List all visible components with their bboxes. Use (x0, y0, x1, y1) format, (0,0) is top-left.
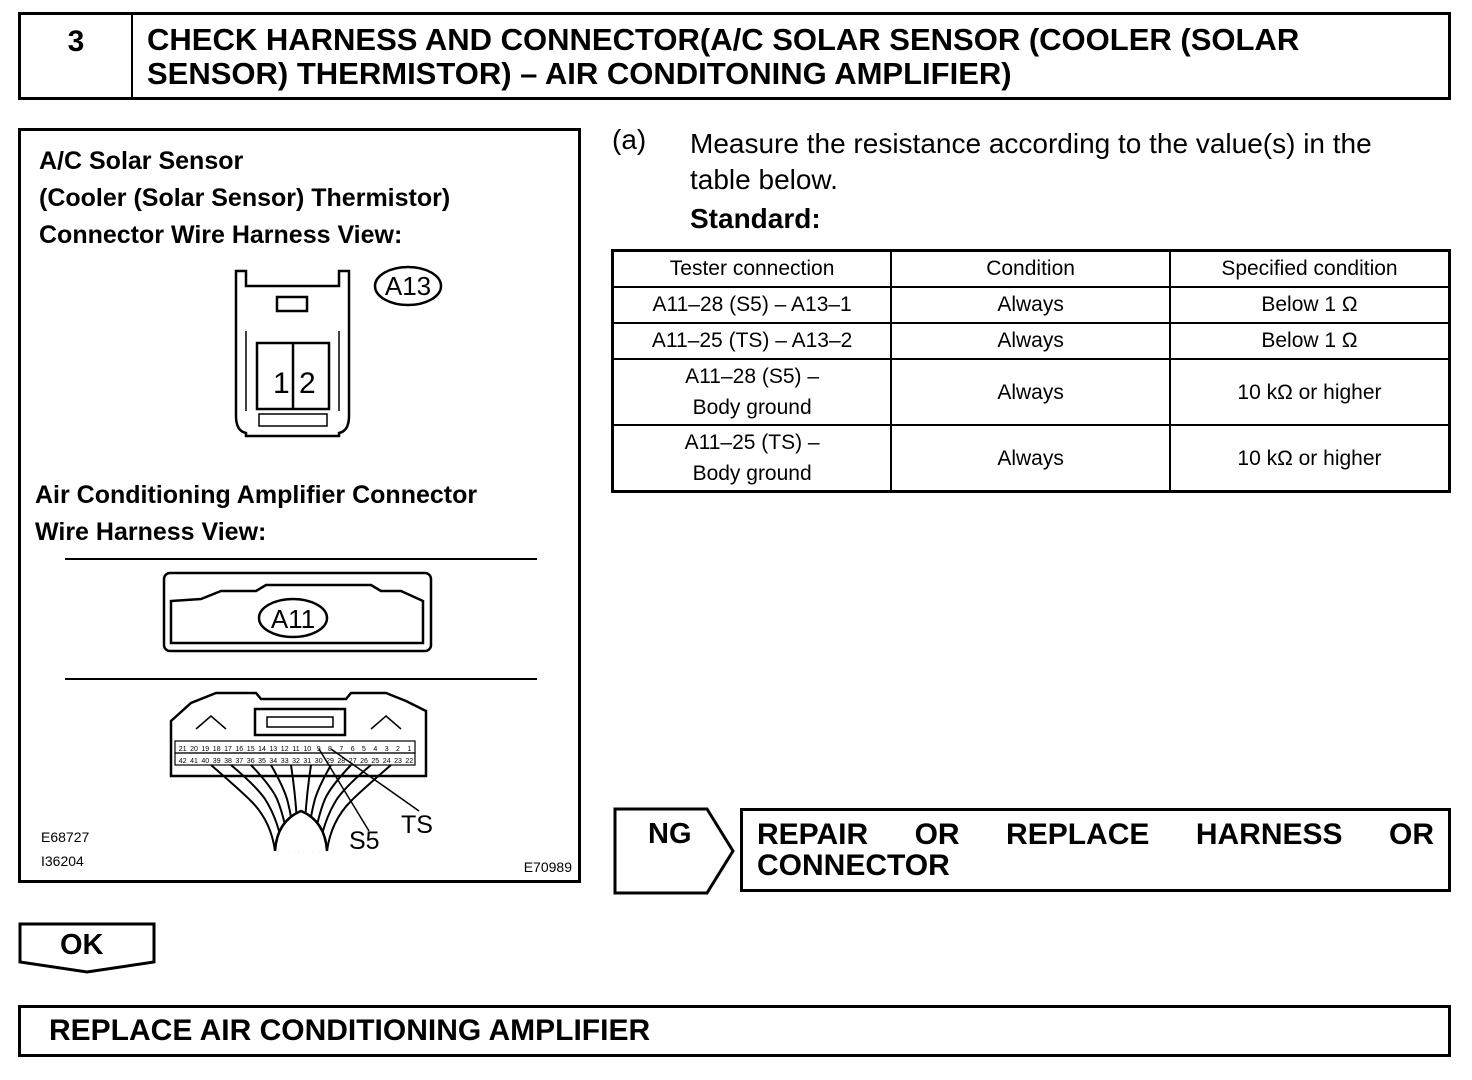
instruction-line-2: table below. (690, 164, 838, 195)
amplifier-pin-number: 14 (258, 746, 266, 753)
figure-code-1: E68727 (41, 829, 90, 845)
amplifier-connector-face-drawing (171, 693, 426, 851)
amplifier-pin-number: 5 (362, 746, 366, 753)
amplifier-pin-number: 19 (201, 746, 210, 753)
table-cell-condition: Always (891, 323, 1170, 359)
amplifier-pin-number: 2 (396, 746, 400, 753)
amplifier-pin-number: 24 (382, 758, 391, 765)
step-title: CHECK HARNESS AND CONNECTOR(A/C SOLAR SENSOR (COOLER (SOLAR SENSOR) THERMISTOR) – AIR CONDITONING AMPLIFIER) (147, 22, 1300, 91)
table-cell-specified: 10 kΩ or higher (1170, 425, 1450, 492)
ok-label: OK (60, 929, 104, 961)
amplifier-pin-number: 17 (224, 746, 232, 753)
table-cell-condition: Always (891, 425, 1170, 492)
amplifier-pin-number: 6 (350, 746, 355, 753)
final-action-text: REPLACE AIR CONDITIONING AMPLIFIER (49, 1014, 651, 1047)
amplifier-pin-number: 42 (178, 758, 187, 765)
sensor-view-label-3: Connector Wire Harness View: (39, 221, 403, 249)
connection-line-2: Body ground (692, 396, 812, 419)
table-cell-specified: Below 1 Ω (1170, 323, 1450, 359)
step-number: 3 (21, 15, 133, 97)
figure-code-2: I36204 (41, 853, 84, 869)
amplifier-pin-number: 29 (326, 758, 334, 765)
table-cell-connection: A11–28 (S5) – A13–1 (613, 287, 892, 323)
table-cell-connection: A11–25 (TS) – A13–2 (613, 323, 892, 359)
spec-table (611, 249, 1451, 493)
amplifier-pin-number: 33 (280, 758, 289, 765)
amplifier-pin-number: 27 (348, 758, 357, 765)
amplifier-pin-number: 1 (407, 746, 412, 753)
step-header (18, 12, 1451, 100)
amplifier-pin-number: 20 (190, 746, 198, 753)
sensor-connector-id: A13 (384, 271, 432, 301)
table-row (613, 359, 1450, 425)
amplifier-view-label-2: Wire Harness View: (35, 518, 267, 546)
amplifier-pin-number: 28 (337, 758, 346, 765)
amplifier-pin-number: 21 (178, 746, 187, 753)
amplifier-pin-number: 26 (360, 758, 368, 765)
instruction-line-1: Measure the resistance according to the value(s) in the (690, 128, 1372, 159)
amplifier-pin-number: 40 (201, 758, 210, 765)
amplifier-pin-number: 3 (384, 746, 389, 753)
connection-line-2: Body ground (692, 462, 812, 485)
amplifier-view-label-1: Air Conditioning Amplifier Connector (35, 481, 478, 509)
amplifier-pin-number: 39 (212, 758, 221, 765)
amplifier-pin-number: 9 (316, 746, 321, 753)
amplifier-pin-number: 23 (394, 758, 402, 765)
table-row (613, 323, 1450, 359)
terminal-s5-label: S5 (349, 827, 380, 855)
table-cell-connection (613, 425, 892, 492)
amplifier-pin-number: 8 (328, 746, 332, 753)
amplifier-pin-number: 25 (371, 758, 380, 765)
terminal-ts-label: TS (401, 811, 433, 839)
ng-label: NG (648, 818, 692, 850)
amplifier-pin-number: 36 (246, 758, 255, 765)
amplifier-pin-number: 15 (246, 746, 255, 753)
amplifier-pin-number: 7 (339, 746, 344, 753)
amplifier-pin-number: 37 (235, 758, 244, 765)
table-header-cell: Tester connection (613, 251, 892, 288)
table-header-row (613, 251, 1450, 288)
amplifier-pin-number: 22 (405, 758, 414, 765)
amplifier-pin-number: 34 (269, 758, 278, 765)
connection-line-1: A11–25 (TS) – (684, 431, 820, 454)
sensor-pin-1: 1 (273, 367, 290, 400)
table-row (613, 287, 1450, 323)
figure-code-right: E70989 (523, 859, 572, 875)
substep-marker: (a) (612, 124, 647, 155)
amplifier-pin-number: 41 (190, 758, 198, 765)
sensor-view-label-1: A/C Solar Sensor (39, 147, 244, 175)
amplifier-pin-number: 18 (212, 746, 221, 753)
amplifier-pin-number: 31 (303, 758, 312, 765)
table-header-cell: Condition (891, 251, 1170, 288)
amplifier-connector-id: A11 (270, 604, 316, 634)
amplifier-pin-number: 11 (292, 746, 300, 753)
amplifier-pin-numbers (179, 746, 413, 765)
amplifier-pin-number: 16 (235, 746, 244, 753)
illustration-panel (18, 128, 581, 883)
table-cell-specified: 10 kΩ or higher (1170, 359, 1450, 425)
sensor-view-label-2: (Cooler (Solar Sensor) Thermistor) (39, 184, 451, 212)
table-cell-condition: Always (891, 287, 1170, 323)
amplifier-pin-number: 32 (292, 758, 300, 765)
table-cell-connection (613, 359, 892, 425)
connector-diagram (21, 131, 578, 880)
table-header-cell: Specified condition (1170, 251, 1450, 288)
table-row (613, 425, 1450, 492)
ng-result-box (740, 808, 1451, 892)
final-result-box (18, 1005, 1451, 1057)
amplifier-pin-number: 35 (258, 758, 266, 765)
ng-action-text: REPAIR OR REPLACE HARNESS OR CONNECTOR (757, 818, 1434, 882)
standard-label: Standard: (690, 203, 821, 234)
table-cell-condition: Always (891, 359, 1170, 425)
amplifier-pin-number: 4 (373, 746, 378, 753)
connection-line-1: A11–28 (S5) – (685, 365, 820, 388)
sensor-pin-2: 2 (299, 367, 316, 400)
table-cell-specified: Below 1 Ω (1170, 287, 1450, 323)
amplifier-pin-number: 30 (314, 758, 323, 765)
amplifier-pin-number: 38 (224, 758, 232, 765)
amplifier-pin-number: 10 (303, 746, 312, 753)
amplifier-pin-number: 13 (269, 746, 278, 753)
amplifier-pin-number: 12 (280, 746, 289, 753)
